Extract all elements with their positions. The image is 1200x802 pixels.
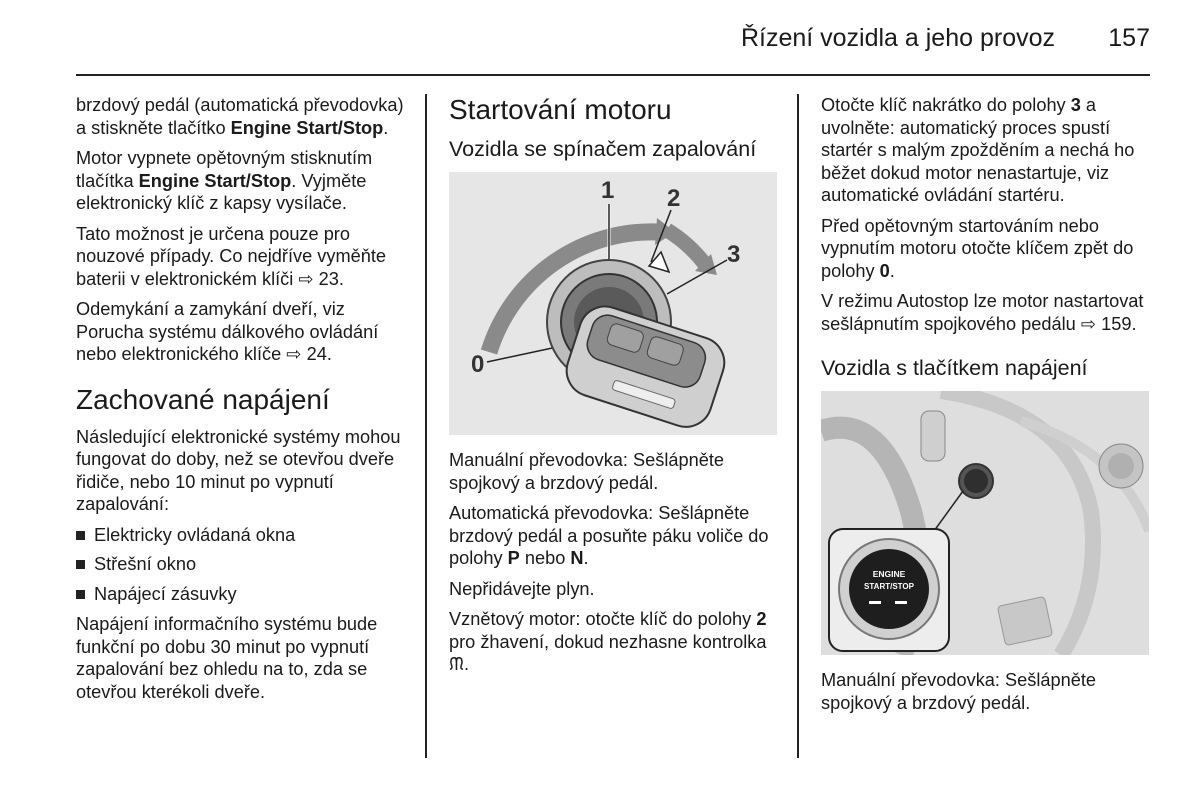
button-name: Engine Start/Stop xyxy=(230,117,384,138)
position-label: 0 xyxy=(471,351,485,378)
paragraph: brzdový pedál (automatická převodovka) a stiskněte tlačítko Engine Start/Stop. xyxy=(76,95,404,138)
start-stop-button-illustration xyxy=(821,391,1149,655)
glow-plug-indicator-icon: ᙏ xyxy=(449,654,465,674)
header-rule xyxy=(76,74,1150,76)
ignition-switch-figure xyxy=(449,172,777,435)
paragraph: Nepřidávejte plyn. xyxy=(449,578,595,599)
paragraph: Motor vypnete opětovným stisknutím tlačítka Engine Start/Stop. Vyjměte elektronický klíč z kapsy vysílače. xyxy=(76,148,373,213)
bullet-square-icon xyxy=(76,531,85,540)
page-number: 157 xyxy=(1108,24,1150,52)
position-label: 2 xyxy=(667,185,681,212)
column-left xyxy=(76,94,411,711)
paragraph: V režimu Autostop lze motor nastartovat sešlápnutím spojkového pedálu ⇨ 159. xyxy=(821,291,1144,334)
list-item: Elektricky ovládaná okna xyxy=(76,524,411,547)
bullet-square-icon xyxy=(76,590,85,599)
list-item: Střešní okno xyxy=(76,553,411,576)
subsection-heading: Vozidla se spínačem zapalování xyxy=(449,137,757,161)
column-divider xyxy=(797,94,799,758)
column-divider xyxy=(425,94,427,758)
section-heading: Startování motoru xyxy=(449,94,672,125)
paragraph: Otočte klíč nakrátko do polohy 3 a uvolněte: automatický proces spustí startér s malým zpožděním a nechá ho běžet dokud motor nenastartuje, viz automatické ovládání startéru. xyxy=(821,95,1135,205)
subsection-heading: Vozidla s tlačítkem napájení xyxy=(821,356,1088,380)
paragraph: Tato možnost je určena pouze pro nouzové případy. Co nejdříve vyměňte baterii v elektronickém klíči ⇨ 23. xyxy=(76,223,387,289)
bullet-square-icon xyxy=(76,560,85,569)
position-label: 3 xyxy=(727,241,741,268)
button-name: Engine Start/Stop xyxy=(138,170,292,191)
paragraph: Automatická převodovka: Sešlápněte brzdový pedál a posuňte páku voliče do polohy P nebo N. xyxy=(449,503,769,568)
bullet-list xyxy=(76,524,411,606)
ignition-switch-illustration xyxy=(449,172,777,435)
paragraph: Odemykání a zamykání dveří, viz Porucha systému dálkového ovládání nebo elektronického klíče ⇨ 24. xyxy=(76,299,379,364)
start-stop-button-figure xyxy=(821,391,1149,655)
position-label: 1 xyxy=(601,177,615,204)
paragraph: Před opětovným startováním nebo vypnutím motoru otočte klíčem zpět do polohy 0. xyxy=(821,215,1134,281)
paragraph: Napájení informačního systému bude funkční po dobu 30 minut po vypnutí zapalování bez ohledu na to, zda se otevřou kterékoli dveře. xyxy=(76,614,378,702)
paragraph: Následující elektronické systémy mohou fungovat do doby, než se otevřou dveře řidiče, nebo 10 minut po vypnutí zapalování: xyxy=(76,426,401,514)
paragraph: Manuální převodovka: Sešlápněte spojkový a brzdový pedál. xyxy=(449,450,725,493)
page-header xyxy=(0,0,1200,80)
start-stop-button-label: START/STOP xyxy=(864,582,914,591)
section-heading: Zachované napájení xyxy=(76,383,330,415)
column-right xyxy=(821,94,1151,722)
list-item: Napájecí zásuvky xyxy=(76,583,411,606)
paragraph: Manuální převodovka: Sešlápněte spojkový a brzdový pedál. xyxy=(821,670,1097,713)
chapter-title: Řízení vozidla a jeho provoz xyxy=(740,24,1055,52)
paragraph: Vznětový motor: otočte klíč do polohy 2 pro žhavení, dokud nezhasne kontrolka ᙏ. xyxy=(449,609,767,674)
column-middle xyxy=(449,94,779,684)
engine-button-label: ENGINE xyxy=(872,569,906,579)
